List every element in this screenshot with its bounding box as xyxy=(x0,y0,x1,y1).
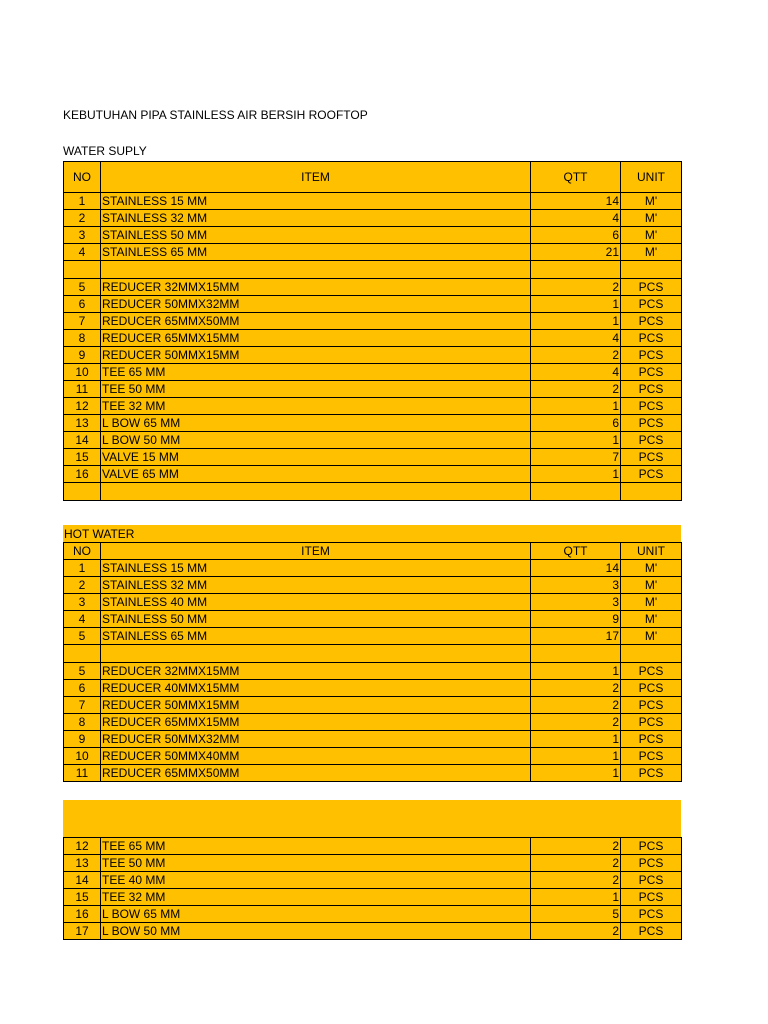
cell-item: REDUCER 65MMX50MM xyxy=(101,313,531,330)
cell-item: TEE 50 MM xyxy=(101,381,531,398)
cell-no: 15 xyxy=(64,889,101,906)
cell-item: STAINLESS 65 MM xyxy=(101,628,531,645)
cell-item: TEE 40 MM xyxy=(101,872,531,889)
blank-row xyxy=(64,483,682,501)
hot-water-group1 xyxy=(64,560,682,645)
cell-no: 8 xyxy=(64,714,101,731)
cell-no: 3 xyxy=(64,594,101,611)
cell-item: STAINLESS 15 MM xyxy=(101,560,531,577)
cell-item: L BOW 50 MM xyxy=(101,923,531,940)
cell-no: 8 xyxy=(64,330,101,347)
cell-qtt: 3 xyxy=(531,577,621,594)
cell-unit: PCS xyxy=(621,680,682,697)
blank-row xyxy=(64,645,682,663)
cell-item: TEE 50 MM xyxy=(101,855,531,872)
cell-no: 9 xyxy=(64,347,101,364)
cell-qtt: 2 xyxy=(531,714,621,731)
cell-qtt: 2 xyxy=(531,923,621,940)
cell-no: 7 xyxy=(64,697,101,714)
cell-item: STAINLESS 15 MM xyxy=(101,193,531,210)
table-row xyxy=(64,415,682,432)
cell-unit: PCS xyxy=(621,415,682,432)
table-row xyxy=(64,872,682,889)
document-title: KEBUTUHAN PIPA STAINLESS AIR BERSIH ROOFTOP xyxy=(63,108,368,122)
cell-qtt: 1 xyxy=(531,731,621,748)
cell-no: 16 xyxy=(64,466,101,483)
hot-water-table-continued xyxy=(63,837,682,940)
cell-item: STAINLESS 65 MM xyxy=(101,244,531,261)
table-row xyxy=(64,731,682,748)
cell-unit: PCS xyxy=(621,449,682,466)
table-row xyxy=(64,296,682,313)
cell-item: TEE 65 MM xyxy=(101,364,531,381)
table-row xyxy=(64,210,682,227)
table-row xyxy=(64,889,682,906)
cell-qtt: 14 xyxy=(531,193,621,210)
cell-item: REDUCER 65MMX15MM xyxy=(101,714,531,731)
table-row xyxy=(64,594,682,611)
cell-qtt: 4 xyxy=(531,210,621,227)
cell-unit: PCS xyxy=(621,330,682,347)
header-no: NO xyxy=(64,162,101,193)
cell-qtt: 6 xyxy=(531,227,621,244)
cell-item: L BOW 50 MM xyxy=(101,432,531,449)
cell-item: TEE 65 MM xyxy=(101,838,531,855)
cell-qtt: 1 xyxy=(531,765,621,782)
cell-unit: PCS xyxy=(621,906,682,923)
cell-qtt: 1 xyxy=(531,466,621,483)
cell-item: REDUCER 50MMX32MM xyxy=(101,731,531,748)
blank-row xyxy=(64,261,682,279)
hot-water-group2 xyxy=(64,663,682,782)
cell-no: 16 xyxy=(64,906,101,923)
cell-unit: M' xyxy=(621,210,682,227)
cell-unit: M' xyxy=(621,594,682,611)
table-row xyxy=(64,611,682,628)
water-supply-group1 xyxy=(64,193,682,261)
cell-qtt: 14 xyxy=(531,560,621,577)
cell-qtt: 2 xyxy=(531,838,621,855)
cell-no: 11 xyxy=(64,381,101,398)
water-supply-table xyxy=(63,161,682,501)
cell-item: STAINLESS 40 MM xyxy=(101,594,531,611)
table-row xyxy=(64,313,682,330)
table-row xyxy=(64,381,682,398)
cell-qtt: 9 xyxy=(531,611,621,628)
cell-unit: PCS xyxy=(621,296,682,313)
hot-water-band xyxy=(63,525,681,543)
cell-no: 6 xyxy=(64,296,101,313)
cell-qtt: 1 xyxy=(531,313,621,330)
cell-item: TEE 32 MM xyxy=(101,398,531,415)
cell-no: 14 xyxy=(64,872,101,889)
cell-unit: M' xyxy=(621,560,682,577)
table-row xyxy=(64,906,682,923)
cell-item: L BOW 65 MM xyxy=(101,906,531,923)
blank-band xyxy=(63,800,681,837)
header-qtt: QTT xyxy=(531,543,621,560)
cell-qtt: 1 xyxy=(531,889,621,906)
table-row xyxy=(64,466,682,483)
cell-no: 17 xyxy=(64,923,101,940)
table-row xyxy=(64,449,682,466)
cell-no: 4 xyxy=(64,611,101,628)
cell-unit: PCS xyxy=(621,432,682,449)
table-row xyxy=(64,838,682,855)
cell-no: 6 xyxy=(64,680,101,697)
header-unit: UNIT xyxy=(621,543,682,560)
table-row xyxy=(64,193,682,210)
cell-no: 13 xyxy=(64,855,101,872)
cell-qtt: 21 xyxy=(531,244,621,261)
cell-no: 12 xyxy=(64,838,101,855)
cell-no: 4 xyxy=(64,244,101,261)
cell-no: 7 xyxy=(64,313,101,330)
cell-no: 15 xyxy=(64,449,101,466)
cell-no: 11 xyxy=(64,765,101,782)
cell-item: REDUCER 50MMX15MM xyxy=(101,347,531,364)
cell-item: TEE 32 MM xyxy=(101,889,531,906)
cell-qtt: 7 xyxy=(531,449,621,466)
cell-qtt: 1 xyxy=(531,748,621,765)
cell-qtt: 1 xyxy=(531,432,621,449)
cell-qtt: 2 xyxy=(531,697,621,714)
table-row xyxy=(64,279,682,296)
cell-no: 1 xyxy=(64,193,101,210)
cell-item: REDUCER 32MMX15MM xyxy=(101,663,531,680)
cell-qtt: 1 xyxy=(531,398,621,415)
cell-unit: PCS xyxy=(621,347,682,364)
cell-unit: PCS xyxy=(621,663,682,680)
table-row xyxy=(64,432,682,449)
cell-no: 12 xyxy=(64,398,101,415)
cell-unit: PCS xyxy=(621,364,682,381)
cell-item: STAINLESS 32 MM xyxy=(101,210,531,227)
cell-qtt: 6 xyxy=(531,415,621,432)
cell-unit: PCS xyxy=(621,889,682,906)
cell-unit: PCS xyxy=(621,714,682,731)
cell-unit: PCS xyxy=(621,279,682,296)
cell-unit: PCS xyxy=(621,855,682,872)
cell-unit: PCS xyxy=(621,731,682,748)
cell-qtt: 1 xyxy=(531,296,621,313)
table-row xyxy=(64,577,682,594)
cell-no: 10 xyxy=(64,748,101,765)
cell-no: 14 xyxy=(64,432,101,449)
table-row xyxy=(64,560,682,577)
cell-item: REDUCER 32MMX15MM xyxy=(101,279,531,296)
cell-unit: M' xyxy=(621,244,682,261)
header-qtt: QTT xyxy=(531,162,621,193)
cell-qtt: 2 xyxy=(531,381,621,398)
cell-item: L BOW 65 MM xyxy=(101,415,531,432)
header-unit: UNIT xyxy=(621,162,682,193)
cell-unit: PCS xyxy=(621,765,682,782)
table-row xyxy=(64,663,682,680)
cell-item: REDUCER 65MMX15MM xyxy=(101,330,531,347)
cell-qtt: 5 xyxy=(531,906,621,923)
table-row xyxy=(64,680,682,697)
cell-qtt: 2 xyxy=(531,279,621,296)
cell-item: REDUCER 40MMX15MM xyxy=(101,680,531,697)
cell-unit: M' xyxy=(621,628,682,645)
table-row xyxy=(64,244,682,261)
table-row xyxy=(64,855,682,872)
cell-qtt: 1 xyxy=(531,663,621,680)
hot-water-group3 xyxy=(64,838,682,940)
cell-no: 10 xyxy=(64,364,101,381)
table-row xyxy=(64,628,682,645)
cell-qtt: 4 xyxy=(531,364,621,381)
table-row xyxy=(64,748,682,765)
cell-qtt: 4 xyxy=(531,330,621,347)
cell-unit: PCS xyxy=(621,398,682,415)
cell-qtt: 2 xyxy=(531,680,621,697)
cell-qtt: 2 xyxy=(531,347,621,364)
cell-unit: PCS xyxy=(621,466,682,483)
cell-unit: M' xyxy=(621,577,682,594)
cell-no: 13 xyxy=(64,415,101,432)
header-item: ITEM xyxy=(101,162,531,193)
cell-unit: PCS xyxy=(621,872,682,889)
cell-no: 3 xyxy=(64,227,101,244)
table-row xyxy=(64,765,682,782)
cell-no: 1 xyxy=(64,560,101,577)
cell-item: REDUCER 50MMX32MM xyxy=(101,296,531,313)
cell-unit: PCS xyxy=(621,313,682,330)
cell-item: STAINLESS 50 MM xyxy=(101,611,531,628)
cell-unit: PCS xyxy=(621,381,682,398)
cell-unit: PCS xyxy=(621,923,682,940)
cell-item: REDUCER 50MMX40MM xyxy=(101,748,531,765)
table-row xyxy=(64,398,682,415)
cell-unit: M' xyxy=(621,193,682,210)
cell-no: 5 xyxy=(64,279,101,296)
cell-qtt: 3 xyxy=(531,594,621,611)
cell-unit: PCS xyxy=(621,748,682,765)
cell-unit: PCS xyxy=(621,697,682,714)
table-row xyxy=(64,923,682,940)
table-row xyxy=(64,347,682,364)
water-supply-group2 xyxy=(64,279,682,483)
hot-water-label: HOT WATER xyxy=(64,527,135,541)
cell-no: 5 xyxy=(64,628,101,645)
cell-no: 5 xyxy=(64,663,101,680)
cell-item: STAINLESS 32 MM xyxy=(101,577,531,594)
cell-item: REDUCER 65MMX50MM xyxy=(101,765,531,782)
header-no: NO xyxy=(64,543,101,560)
table-row xyxy=(64,227,682,244)
table-header-row xyxy=(64,543,682,560)
cell-no: 2 xyxy=(64,210,101,227)
cell-no: 9 xyxy=(64,731,101,748)
cell-item: VALVE 15 MM xyxy=(101,449,531,466)
table-row xyxy=(64,364,682,381)
cell-qtt: 17 xyxy=(531,628,621,645)
table-row xyxy=(64,697,682,714)
cell-item: STAINLESS 50 MM xyxy=(101,227,531,244)
water-supply-label: WATER SUPLY xyxy=(63,144,147,158)
header-item: ITEM xyxy=(101,543,531,560)
table-header-row xyxy=(64,162,682,193)
cell-item: REDUCER 50MMX15MM xyxy=(101,697,531,714)
cell-unit: M' xyxy=(621,227,682,244)
cell-no: 2 xyxy=(64,577,101,594)
hot-water-table xyxy=(63,542,682,782)
cell-unit: M' xyxy=(621,611,682,628)
cell-item: VALVE 65 MM xyxy=(101,466,531,483)
cell-qtt: 2 xyxy=(531,872,621,889)
table-row xyxy=(64,330,682,347)
cell-qtt: 2 xyxy=(531,855,621,872)
cell-unit: PCS xyxy=(621,838,682,855)
table-row xyxy=(64,714,682,731)
